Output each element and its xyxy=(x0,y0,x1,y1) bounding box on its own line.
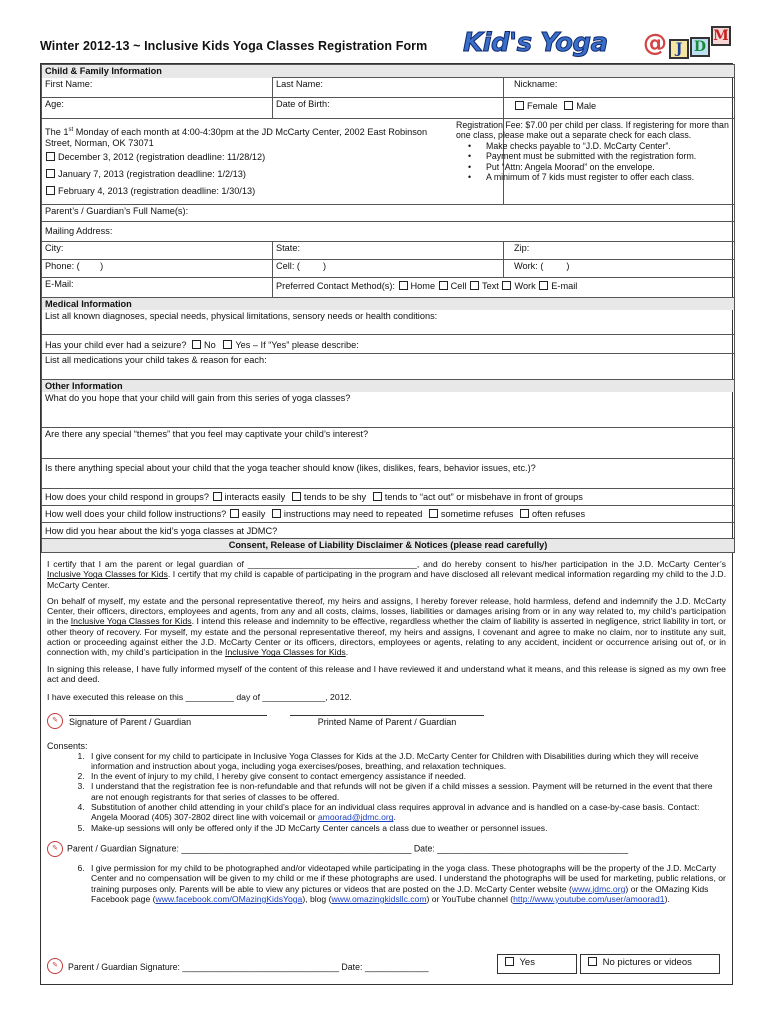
follow-label: How well does your child follow instructions? xyxy=(45,509,227,519)
diagnoses-field[interactable]: List all known diagnoses, special needs, physical limitations, sensory needs or health conditions: xyxy=(42,310,735,334)
special-field[interactable]: Is there anything special about your child that the yoga teacher should know (likes, dislikes, fears, behavior issues, etc.)? xyxy=(42,459,735,489)
follow-opt-2-checkbox[interactable] xyxy=(272,509,281,518)
signature-seal-icon: ✎ xyxy=(47,713,63,729)
groups-opt-1-label: interacts easily xyxy=(224,492,286,502)
jdmc-website-link[interactable]: www.jdmc.org xyxy=(571,883,626,894)
preferred-contact-label: Preferred Contact Method(s): xyxy=(276,281,395,291)
fee-cell xyxy=(456,119,735,205)
consent-paragraph-1 xyxy=(47,559,726,590)
female-checkbox[interactable] xyxy=(515,101,524,110)
blog-link[interactable]: www.omazingkidsllc.com xyxy=(331,893,427,904)
schedule-cell xyxy=(42,119,504,205)
male-label: Male xyxy=(576,101,597,111)
section-medical: Medical Information xyxy=(42,298,735,311)
follow-question xyxy=(42,506,735,523)
contact-cell-label: Cell xyxy=(450,281,467,291)
logo-at-sign: @ xyxy=(643,29,667,57)
release-signature-row xyxy=(47,709,726,729)
male-checkbox[interactable] xyxy=(564,101,573,110)
parent-names-field[interactable]: Parent’s / Guardian’s Full Name(s): xyxy=(42,205,735,222)
follow-opt-4-label: often refuses xyxy=(531,509,586,519)
photo-text-c: ), blog ( xyxy=(302,893,332,904)
contact-text-checkbox[interactable] xyxy=(470,281,479,290)
groups-opt-2-checkbox[interactable] xyxy=(292,492,301,501)
date-option-1 xyxy=(45,152,500,163)
section-other: Other Information xyxy=(42,379,735,392)
consent-paragraph-3: In signing this release, I have fully informed myself of the content of this release and I have reviewed it and understand what it means, and this release is signed as my own free act and deed. xyxy=(47,663,726,684)
seizure-question xyxy=(42,334,735,353)
seizure-yes-checkbox[interactable] xyxy=(223,340,232,349)
date-1-label: December 3, 2012 (registration deadline: 11/28/12) xyxy=(58,152,266,163)
photo-consent-item xyxy=(87,863,726,904)
consent-p2-text-c: . xyxy=(345,647,349,658)
groups-opt-3-label: tends to “act out” or misbehave in front of groups xyxy=(384,492,583,502)
follow-opt-1-checkbox[interactable] xyxy=(230,509,239,518)
consent-p1-text-b: . I certify that my child is capable of participating in the program and have disclosed all relevant medical information regarding my child to the J.D. McCarty Center. xyxy=(47,569,726,590)
date-option-2 xyxy=(45,169,500,180)
consent-p2-text-a: On behalf of myself, my estate and the personal representative thereof, my heirs and assigns, I hereby forever release, hold harmless, defend and indemnify the J.D. McCarty Center, their officers, directors, employees and agents, from any and all costs, claims, losses, liabilities or damages arising from or in any way related to, my child’s participation in the xyxy=(47,595,726,627)
section-consent: Consent, Release of Liability Disclaimer & Notices (please read carefully) xyxy=(42,539,735,553)
program-name: Inclusive Yoga Classes for Kids xyxy=(47,569,168,580)
medications-field[interactable]: List all medications your child takes & reason for each: xyxy=(42,353,735,379)
city-field[interactable]: City: xyxy=(42,242,273,260)
schedule-intro xyxy=(45,125,455,149)
date-3-checkbox[interactable] xyxy=(46,186,55,195)
fee-bullet: • Payment must be submitted with the registration form. xyxy=(486,151,732,161)
groups-question xyxy=(42,489,735,506)
consent-item: 2. In the event of injury to my child, I hereby give consent to contact emergency assistance if needed. xyxy=(87,771,726,781)
photo-yes-label: Yes xyxy=(519,957,535,968)
themes-field[interactable]: Are there any special “themes” that you feel may captivate your child’s interest? xyxy=(42,428,735,459)
first-name-field[interactable]: First Name: xyxy=(42,78,273,98)
consent-p2-text-b: . I intend this release and indemnity to be effective, regardless whether the claim of liability is asserted in negligence, strict liability in tort, or other theory of recovery. For myself, my estate and the personal representative thereof, my heirs and assigns, I covenant and agree to make no claim, nor to institute any suit, action or proceeding against either the J.D. McCarty Center or its officers, directors, employees or agents, relating to any accident, incident or occurrence arising out of, or in connection with, my child’s participation in the xyxy=(47,616,726,658)
heard-field[interactable]: How did you hear about the kid’s yoga classes at JDMC? xyxy=(42,523,735,539)
consent-paragraph-2 xyxy=(47,596,726,658)
parent-signature-line[interactable]: Signature of Parent / Guardian xyxy=(69,715,267,727)
follow-opt-1-label: easily xyxy=(241,509,266,519)
groups-label: How does your child respond in groups? xyxy=(45,492,209,502)
state-field[interactable]: State: xyxy=(273,242,504,260)
seizure-yes-label: Yes – If “Yes” please describe: xyxy=(235,339,359,350)
fee-info xyxy=(456,120,732,182)
seizure-no-label: No xyxy=(204,339,216,350)
youtube-link[interactable]: http://www.youtube.com/user/amoorad1 xyxy=(513,893,665,904)
contact-email-checkbox[interactable] xyxy=(539,281,548,290)
page-title: Winter 2012-13 ~ Inclusive Kids Yoga Classes Registration Form xyxy=(40,39,428,53)
printed-name-line[interactable]: Printed Name of Parent / Guardian xyxy=(290,715,484,727)
fee-bullet: • Put “Attn: Angela Moorad” on the envelope. xyxy=(486,162,732,172)
groups-opt-1-checkbox[interactable] xyxy=(213,492,222,501)
work-field[interactable]: Work: ( ) xyxy=(504,260,735,278)
program-name: Inclusive Yoga Classes for Kids xyxy=(225,647,346,658)
fee-bullet: • A minimum of 7 kids must register to offer each class. xyxy=(486,172,732,182)
consent-item: 1. I give consent for my child to participate in Inclusive Yoga Classes for Kids at the J.D. McCarty Center for Children with Disabilities during which they will receive information and instruction about yoga, including yoga exercises/poses, breathing, and relaxation techniques. xyxy=(87,751,726,772)
last-name-field[interactable]: Last Name: xyxy=(273,78,504,98)
schedule-intro-sup: st xyxy=(68,127,74,133)
date-3-label: February 4, 2013 (registration deadline: 1/30/13) xyxy=(58,186,256,197)
photo-text-d: ) or YouTube channel ( xyxy=(426,893,514,904)
contact-home-label: Home xyxy=(410,281,436,291)
photo-no-option[interactable] xyxy=(580,954,720,974)
photo-text-b: ) or the OMazing Kids Facebook page ( xyxy=(91,883,709,904)
age-field[interactable]: Age: xyxy=(42,98,273,119)
nickname-field[interactable]: Nickname: xyxy=(504,78,735,98)
gender-field xyxy=(504,98,735,119)
consent-signature-line[interactable]: Parent / Guardian Signature: _______________________________________________ Date: _______________________________________ xyxy=(67,843,629,854)
photo-signature-row xyxy=(47,954,727,976)
consent-4-end: . xyxy=(393,812,396,823)
follow-opt-2-label: instructions may need to repeated xyxy=(283,509,423,519)
contact-work-label: Work xyxy=(514,281,536,291)
signature-seal-icon: ✎ xyxy=(47,958,63,974)
family-table xyxy=(41,64,735,553)
logo-block-j: J xyxy=(669,39,689,59)
consents-label: Consents: xyxy=(47,740,88,751)
fee-bullet: • Make checks payable to “J.D. McCarty Center”. xyxy=(486,141,732,151)
phone-field[interactable]: Phone: ( ) xyxy=(42,260,273,278)
date-2-label: January 7, 2013 (registration deadline: 1/2/13) xyxy=(58,169,246,180)
dob-field[interactable]: Date of Birth: xyxy=(273,98,504,119)
kids-yoga-logo-text: Kid's Yoga xyxy=(463,28,608,58)
consent-signature-row xyxy=(47,841,726,857)
fee-bullets xyxy=(486,141,732,183)
contact-home-checkbox[interactable] xyxy=(399,281,408,290)
email-field[interactable]: E-Mail: xyxy=(42,278,273,298)
gain-field[interactable]: What do you hope that your child will gain from this series of yoga classes? xyxy=(42,392,735,428)
photo-signature-line[interactable]: Parent / Guardian Signature: ________________________________ Date: _____________ xyxy=(68,962,429,972)
mailing-address-field[interactable]: Mailing Address: xyxy=(42,222,735,242)
consent-4-text: Substitution of another child attending in your child’s place for an individual class requires approval in advance and is handled on a case-by-case basis. Contact: Angela Moorad (405) 307-2802 direct line with voicemail or xyxy=(91,802,700,823)
section-child-family: Child & Family Information xyxy=(42,65,735,78)
photo-yes-checkbox[interactable] xyxy=(505,957,514,966)
registration-form xyxy=(40,63,733,985)
facebook-link[interactable]: www.facebook.com/OMazingKidsYoga xyxy=(155,893,303,904)
photo-no-label: No pictures or videos xyxy=(602,957,692,968)
groups-opt-2-label: tends to be shy xyxy=(303,492,367,502)
consent-item xyxy=(87,802,726,823)
seizure-no-checkbox[interactable] xyxy=(192,340,201,349)
executed-line[interactable]: I have executed this release on this __________ day of _____________, 2012. xyxy=(47,692,352,703)
logo-block-m: M xyxy=(711,26,731,46)
program-name: Inclusive Yoga Classes for Kids xyxy=(70,616,192,627)
follow-opt-3-checkbox[interactable] xyxy=(429,509,438,518)
email-link[interactable]: amoorad@jdmc.org xyxy=(317,812,394,823)
zip-field[interactable]: Zip: xyxy=(504,242,735,260)
photo-consent-list xyxy=(87,863,726,904)
photo-text-e: ). xyxy=(664,893,670,904)
follow-opt-3-label: sometime refuses xyxy=(440,509,514,519)
signature-seal-icon: ✎ xyxy=(47,841,63,857)
kids-yoga-jdm-logo xyxy=(463,24,743,62)
photo-no-checkbox[interactable] xyxy=(588,957,597,966)
fee-intro: Registration Fee: $7.00 per child per class. If registering for more than one class, please make out a separate check for each class. xyxy=(456,120,729,141)
consent-item: 3. I understand that the registration fee is non-refundable and that refunds will not be given if a child misses a session. Payment will be returned in the event that there are not enough registrants for that series of classes to be offered. xyxy=(87,781,726,802)
contact-work-checkbox[interactable] xyxy=(502,281,511,290)
groups-opt-3-checkbox[interactable] xyxy=(373,492,382,501)
female-label: Female xyxy=(527,101,558,111)
logo-block-d: D xyxy=(690,37,710,57)
consents-list xyxy=(87,751,726,833)
photo-yes-option[interactable] xyxy=(497,954,577,974)
contact-text-label: Text xyxy=(482,281,499,291)
header xyxy=(40,22,740,62)
schedule-intro-post: Monday of each month at 4:00-4:30pm at the JD McCarty Center, 2002 East Robinson Street, Norman, OK 73071 xyxy=(45,127,428,149)
seizure-label: Has your child ever had a seizure? xyxy=(45,339,187,350)
photo-text-a: I give permission for my child to be photographed and/or videotaped while participating in the yoga class. These photographs will be the property of the J.D. McCarty Center and no compensation will be given to my child or me if these photographs are used. I understand the photographs will be used for marketing, public relations, or training purposes only. Parents will be able to view any pictures or videos that are posted on the J.D. McCarty Center website ( xyxy=(91,862,726,894)
date-1-checkbox[interactable] xyxy=(46,152,55,161)
contact-email-label: E-mail xyxy=(551,281,578,291)
consent-body xyxy=(41,553,732,984)
preferred-contact xyxy=(273,278,735,298)
follow-opt-4-checkbox[interactable] xyxy=(520,509,529,518)
schedule-intro-pre: The 1 xyxy=(45,127,69,138)
date-2-checkbox[interactable] xyxy=(46,169,55,178)
contact-cell-checkbox[interactable] xyxy=(439,281,448,290)
date-option-3 xyxy=(45,186,500,197)
consent-p1-text-a: I certify that I am the parent or legal guardian of ___________________________________, and do hereby consent to his/her participation in the J.D. McCarty Center’s xyxy=(47,559,726,569)
cell-field[interactable]: Cell: ( ) xyxy=(273,260,504,278)
consent-item: 5. Make-up sessions will only be offered only if the JD McCarty Center cancels a class due to weather or personnel issues. xyxy=(87,823,726,833)
